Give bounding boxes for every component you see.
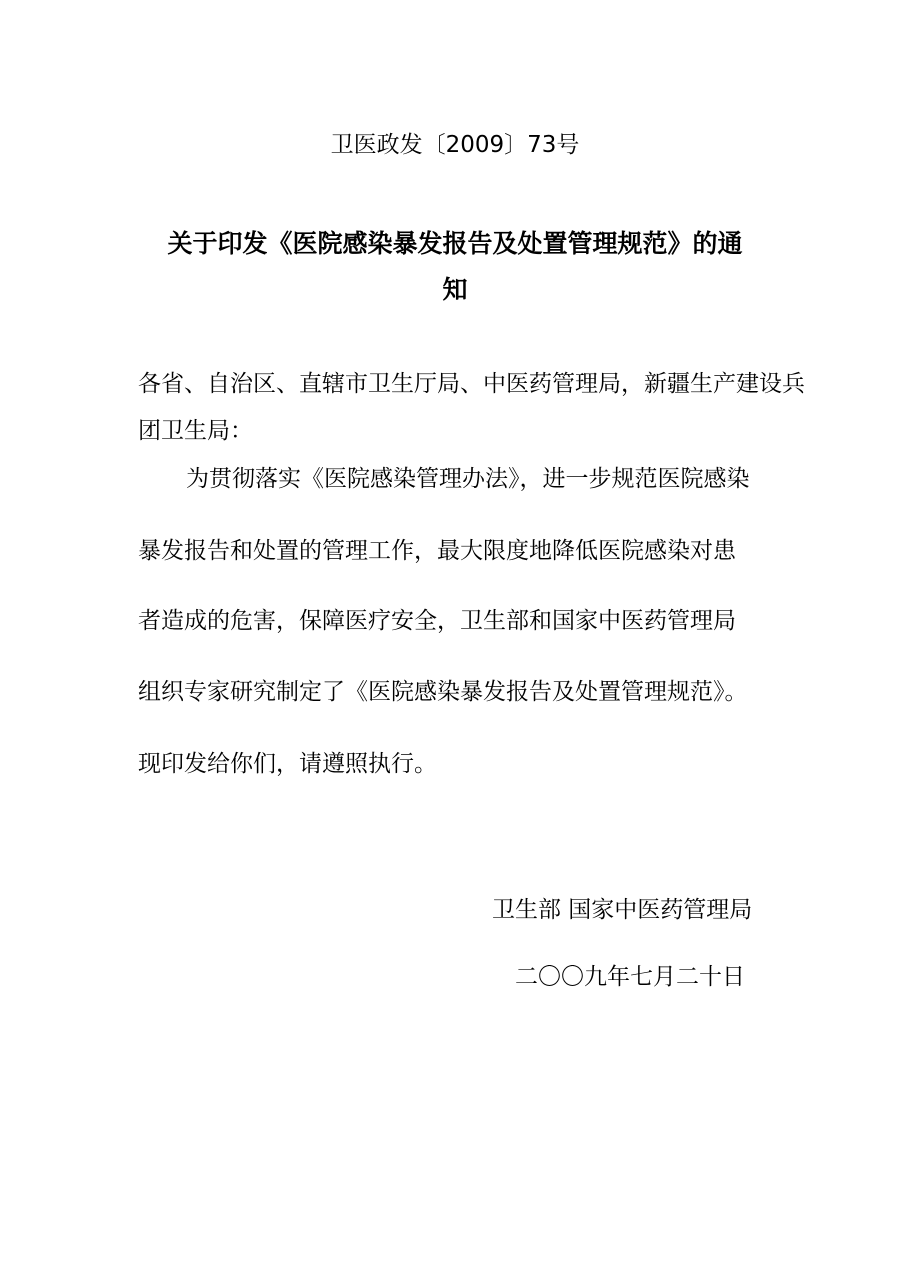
issue-date: 二〇〇九年七月二十日 — [515, 964, 745, 990]
body-paragraph-line-4: 组织专家研究制定了《医院感染暴发报告及处置管理规范》。 — [138, 679, 748, 705]
body-paragraph-line-5: 现印发给你们，请遵照执行。 — [138, 751, 437, 777]
salutation-line-2: 团卫生局： — [138, 418, 253, 444]
document-number: 卫医政发〔2009〕73号 — [330, 132, 580, 158]
issuing-authority: 卫生部 国家中医药管理局 — [492, 897, 753, 923]
notice-title-line-2: 知 — [442, 275, 468, 304]
salutation-line-1: 各省、自治区、直辖市卫生厅局、中医药管理局，新疆生产建设兵 — [138, 371, 805, 397]
body-paragraph-line-3: 者造成的危害，保障医疗安全，卫生部和国家中医药管理局 — [138, 608, 736, 634]
notice-title-line-1: 关于印发《医院感染暴发报告及处置管理规范》的通 — [167, 229, 743, 258]
body-paragraph-line-1: 为贯彻落实《医院感染管理办法》，进一步规范医院感染 — [186, 466, 750, 492]
body-paragraph-line-2: 暴发报告和处置的管理工作，最大限度地降低医院感染对患 — [138, 538, 736, 564]
